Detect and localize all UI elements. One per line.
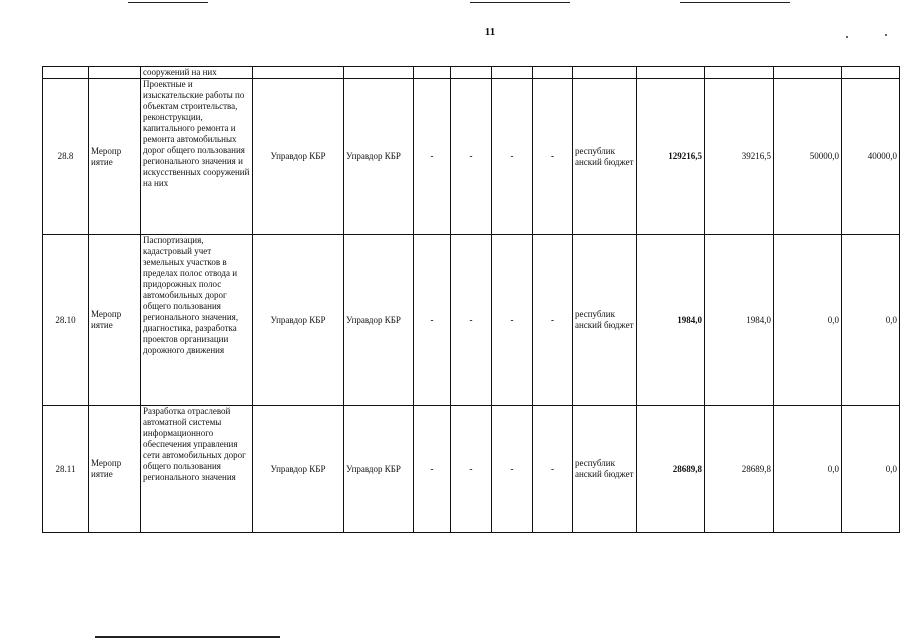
item-year-1: 28689,8 <box>705 406 774 533</box>
item-total: 28689,8 <box>637 406 705 533</box>
item-dash: - <box>414 235 451 406</box>
table-row <box>43 79 900 235</box>
item-funding-source: республик анский бюджет <box>573 406 637 533</box>
item-year-2: 0,0 <box>774 406 842 533</box>
item-executor: Управдор КБР <box>253 79 344 235</box>
item-total: 129216,5 <box>637 79 705 235</box>
item-coexecutor: Управдор КБР <box>344 235 414 406</box>
table-row-continuation <box>43 67 900 79</box>
item-year-2: 50000,0 <box>774 79 842 235</box>
scan-artifact-dot <box>885 34 887 36</box>
item-dash: - <box>451 235 492 406</box>
item-type: Меропр иятие <box>89 79 141 235</box>
table-row <box>43 235 900 406</box>
item-year-3: 40000,0 <box>842 79 900 235</box>
item-dash: - <box>492 79 533 235</box>
item-executor: Управдор КБР <box>253 235 344 406</box>
item-description: Разработка отраслевой автоматной системы информационного обеспечения управления сети автомобильных дорог общего пользования регионального значения <box>141 406 253 533</box>
item-year-1: 1984,0 <box>705 235 774 406</box>
item-dash: - <box>492 406 533 533</box>
item-dash: - <box>492 235 533 406</box>
item-type: Меропр иятие <box>89 406 141 533</box>
item-number: 28.8 <box>43 79 89 235</box>
item-description: Проектные и изыскательские работы по объектам строительства, реконструкции, капитального ремонта и ремонта автомобильных дорог общего пользования регионального значения и искусственных сооружений на них <box>141 79 253 235</box>
item-description: Паспортизация, кадастровый учет земельных участков в пределах полос отвода и придорожных полос автомобильных дорог общего пользования регионального значения, диагностика, разработка проектов организации дорожного движения <box>141 235 253 406</box>
item-dash: - <box>533 79 573 235</box>
item-executor: Управдор КБР <box>253 406 344 533</box>
item-year-3: 0,0 <box>842 406 900 533</box>
item-total: 1984,0 <box>637 235 705 406</box>
budget-table <box>42 66 900 533</box>
description-cell: сооружений на них <box>141 67 253 79</box>
item-dash: - <box>533 406 573 533</box>
item-number: 28.11 <box>43 406 89 533</box>
scan-artifact-line <box>470 2 570 3</box>
item-number: 28.10 <box>43 235 89 406</box>
item-dash: - <box>414 406 451 533</box>
scan-artifact-line <box>680 2 790 3</box>
scan-artifact-dot <box>846 36 848 38</box>
page-number: 11 <box>484 26 496 38</box>
item-dash: - <box>451 79 492 235</box>
item-funding-source: республик анский бюджет <box>573 235 637 406</box>
scan-artifact-line <box>95 636 280 638</box>
item-coexecutor: Управдор КБР <box>344 406 414 533</box>
item-year-1: 39216,5 <box>705 79 774 235</box>
item-year-3: 0,0 <box>842 235 900 406</box>
item-funding-source: республик анский бюджет <box>573 79 637 235</box>
item-dash: - <box>451 406 492 533</box>
scan-artifact-line <box>128 2 208 3</box>
table-row <box>43 406 900 533</box>
item-type: Меропр иятие <box>89 235 141 406</box>
item-dash: - <box>414 79 451 235</box>
item-dash: - <box>533 235 573 406</box>
item-coexecutor: Управдор КБР <box>344 79 414 235</box>
item-year-2: 0,0 <box>774 235 842 406</box>
